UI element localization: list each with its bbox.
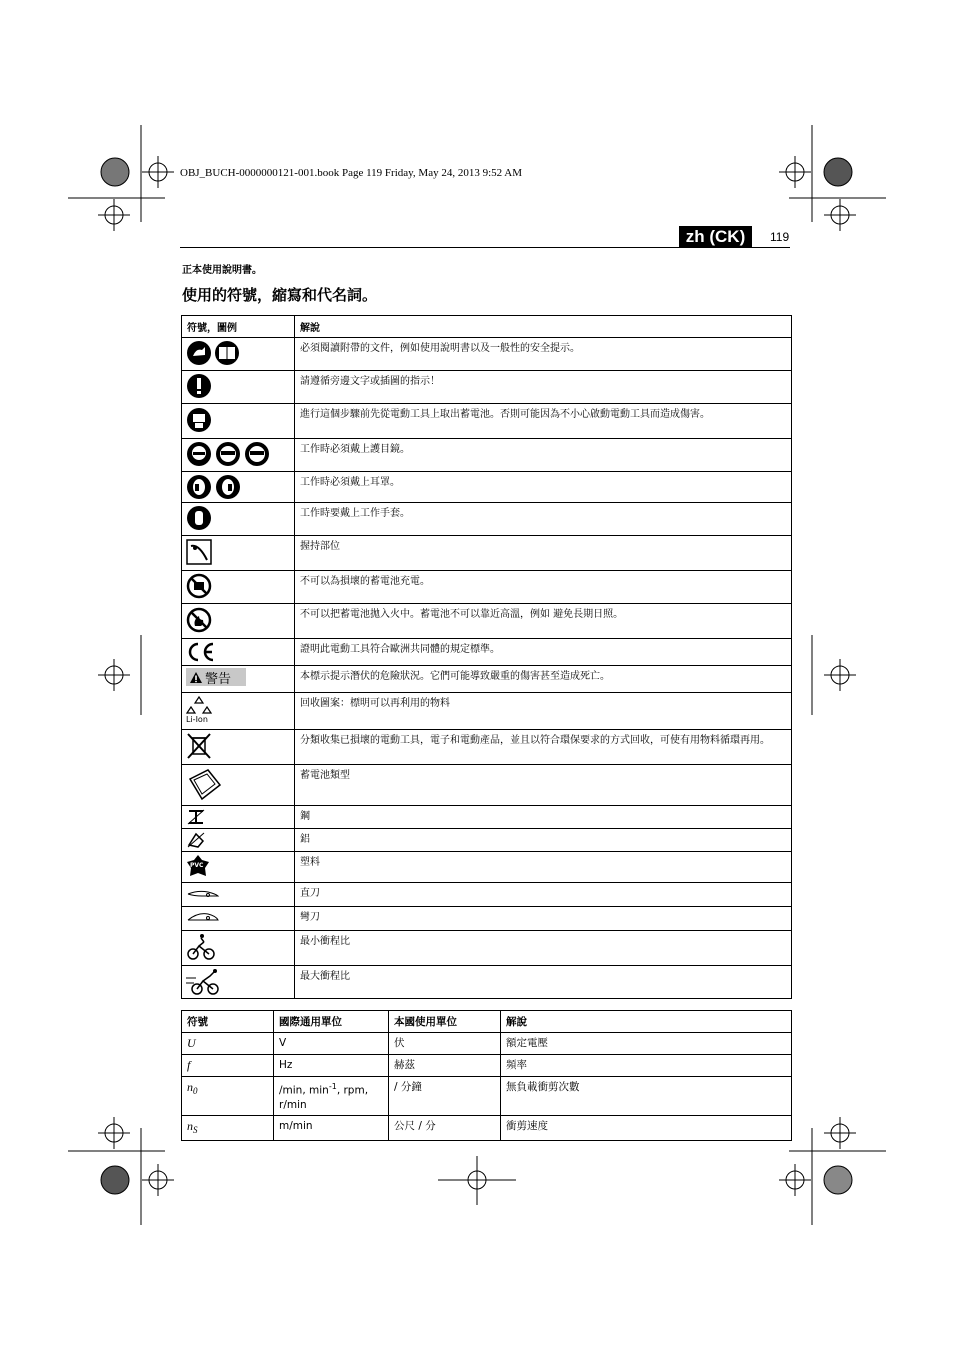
symbol-cell [182, 472, 295, 503]
explanation-cell: 必須閱讀附帶的文件，例如使用說明書以及一般性的安全提示。 [295, 338, 792, 371]
table-row [182, 693, 792, 730]
explanation-cell: 鋁 [295, 829, 792, 852]
pvc-label: PVC [190, 862, 204, 869]
symbol-cell [182, 666, 295, 693]
si-unit-rest: , rpm, r/min [279, 1084, 369, 1111]
crossed-bin-icon [186, 732, 216, 760]
symbol-subscript: 0 [193, 1086, 198, 1097]
explanation-cell: 蓄電池類型 [295, 765, 792, 806]
table-row [182, 829, 792, 852]
symbol-cell [182, 1115, 274, 1140]
explanation-cell: 工作時要戴上工作手套。 [295, 503, 792, 536]
symbol-cell [182, 639, 295, 666]
si-unit-text: /min, min [279, 1084, 329, 1097]
si-unit-cell [274, 1077, 389, 1116]
no-charge-damaged-battery-icon [186, 573, 216, 599]
explanation-cell: 證明此電動工具符合歐洲共同體的規定標準。 [295, 639, 792, 666]
si-unit-cell: Hz [274, 1055, 389, 1077]
symbol-cell [182, 806, 295, 829]
symbol-cell [182, 371, 295, 404]
table-row [182, 604, 792, 639]
table-row [182, 765, 792, 806]
explanation-cell: 不可以把蓄電池拋入火中。蓄電池不可以靠近高溫，例如 避免長期日照。 [295, 604, 792, 639]
table-row [182, 883, 792, 907]
straight-blade-icon [186, 885, 220, 901]
header-si-unit: 國際通用單位 [274, 1011, 389, 1033]
table-row [182, 1033, 792, 1055]
table-row [182, 571, 792, 604]
si-unit-cell: m/min [274, 1115, 389, 1140]
table-row [182, 439, 792, 472]
symbol-cell [182, 1055, 274, 1077]
ce-mark-icon [186, 641, 216, 663]
book-info-line: OBJ_BUCH-0000000121-001.book Page 119 Friday, May 24, 2013 9:52 AM [180, 167, 523, 179]
explanation-cell: 回收圖案：標明可以再利用的物料 [295, 693, 792, 730]
table-row [182, 931, 792, 966]
max-stroke-ratio-icon [186, 968, 220, 996]
explanation-cell: 塑料 [295, 852, 792, 883]
language-badge: zh (CK) [679, 226, 752, 248]
symbol-cell [182, 765, 295, 806]
aluminium-icon [186, 831, 208, 849]
explanation-cell: 本標示提示潛伏的危險狀況。它們可能導致嚴重的傷害甚至造成死亡。 [295, 666, 792, 693]
explanation-cell: 不可以為損壞的蓄電池充電。 [295, 571, 792, 604]
table-row [182, 536, 792, 571]
header-symbol: 符號 [182, 1011, 274, 1033]
symbol-cell [182, 966, 295, 999]
symbol-text: n [187, 1118, 193, 1133]
si-unit-superscript: -1 [328, 1082, 337, 1091]
table-row [182, 404, 792, 439]
header-symbol: 符號，圖例 [182, 316, 295, 338]
explanation-cell: 最大衝程比 [295, 966, 792, 999]
table-row [182, 907, 792, 931]
local-unit-cell: / 分鐘 [389, 1077, 501, 1116]
page-number: 119 [770, 230, 790, 244]
explanation-cell: 工作時必須戴上護目鏡。 [295, 439, 792, 472]
table-row [182, 730, 792, 765]
symbol-cell [182, 439, 295, 472]
exclamation-icon [186, 373, 216, 399]
si-unit-cell: V [274, 1033, 389, 1055]
explanation-cell: 分類收集已損壞的電動工具，電子和電動產品，並且以符合環保要求的方式回收，可使有用物料循環再用。 [295, 730, 792, 765]
local-unit-cell: 公尺 / 分 [389, 1115, 501, 1140]
table-row [182, 371, 792, 404]
symbol-cell [182, 829, 295, 852]
section-title: 使用的符號，縮寫和代名詞。 [182, 286, 378, 304]
units-table [181, 1010, 792, 1141]
table-row [182, 338, 792, 371]
explanation-cell: 直刀 [295, 883, 792, 907]
explanation-cell: 頻率 [501, 1055, 792, 1077]
symbol-cell [182, 1077, 274, 1116]
symbol-cell [182, 604, 295, 639]
table-row [182, 503, 792, 536]
symbol-cell [182, 907, 295, 931]
grip-area-icon [186, 538, 216, 566]
symbol-text: n [187, 1080, 193, 1094]
explanation-cell: 鋼 [295, 806, 792, 829]
table-row [182, 639, 792, 666]
table-row [182, 852, 792, 883]
read-manual-icon [186, 340, 246, 366]
explanation-cell: 最小衝程比 [295, 931, 792, 966]
explanation-cell: 請遵循旁邊文字或插圖的指示！ [295, 371, 792, 404]
symbol-cell [182, 852, 295, 883]
symbol-cell [182, 571, 295, 604]
recycling-arrows-icon [186, 695, 212, 715]
symbol-cell [182, 404, 295, 439]
explanation-cell: 進行這個步驟前先從電動工具上取出蓄電池。否則可能因為不小心啟動電動工具而造成傷害。 [295, 404, 792, 439]
units-table-header [182, 1011, 792, 1033]
symbol-cell [182, 536, 295, 571]
eye-protection-icon [186, 441, 270, 467]
table-row [182, 806, 792, 829]
table-row [182, 472, 792, 503]
no-fire-battery-icon [186, 606, 216, 634]
min-stroke-ratio-icon [186, 933, 216, 961]
symbol-cell [182, 1033, 274, 1055]
header-explanation: 解說 [295, 316, 792, 338]
symbol-cell [182, 338, 295, 371]
warning-triangle-icon [189, 671, 203, 684]
symbol-cell [182, 730, 295, 765]
header-explanation: 解說 [501, 1011, 792, 1033]
symbol-cell [182, 931, 295, 966]
explanation-cell: 工作時必須戴上耳罩。 [295, 472, 792, 503]
symbol-cell [182, 693, 295, 730]
table-row [182, 666, 792, 693]
explanation-cell: 握持部位 [295, 536, 792, 571]
symbol-cell [182, 503, 295, 536]
table-row [182, 966, 792, 999]
remove-battery-icon [186, 406, 216, 434]
gloves-icon [186, 505, 216, 531]
header-local-unit: 本國使用單位 [389, 1011, 501, 1033]
explanation-cell: 衝剪速度 [501, 1115, 792, 1140]
symbol-text: f [187, 1058, 191, 1072]
local-unit-cell: 赫茲 [389, 1055, 501, 1077]
symbol-text: U [187, 1036, 196, 1050]
symbols-table-header [182, 316, 792, 338]
table-row [182, 1055, 792, 1077]
explanation-cell: 彎刀 [295, 907, 792, 931]
battery-type-icon [186, 767, 224, 803]
table-row [182, 1115, 792, 1140]
local-unit-cell: 伏 [389, 1033, 501, 1055]
recycling-li-ion-icon [186, 695, 216, 724]
warning-label-icon [186, 668, 246, 686]
ear-protection-icon [186, 474, 246, 500]
steel-icon [186, 808, 208, 826]
curved-blade-icon [186, 909, 220, 925]
explanation-cell: 額定電壓 [501, 1033, 792, 1055]
plastic-pvc-icon [186, 854, 210, 878]
symbol-cell [182, 883, 295, 907]
original-instructions-note: 正本使用說明書。 [182, 265, 262, 276]
li-ion-label: Li-Ion [186, 715, 208, 724]
explanation-cell: 無負載衝剪次數 [501, 1077, 792, 1116]
warning-label-text: 警告 [205, 671, 232, 687]
symbol-subscript: S [193, 1124, 198, 1135]
header-rule [180, 247, 790, 248]
symbols-table [181, 315, 792, 999]
table-row [182, 1077, 792, 1116]
